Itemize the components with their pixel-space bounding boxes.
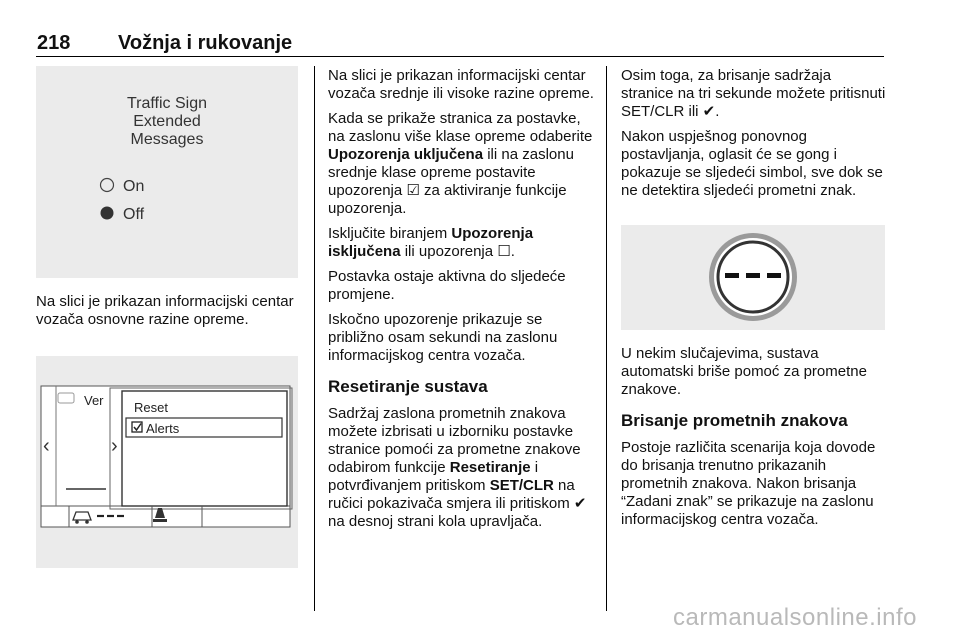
paragraph-delete-scenarios: Postoje različita scenarija koja dovode do brisanja trenutno prikazanih prometnih znakova. Nakon brisanja “Zadani znak” se prikazuje na zaslonu informacijskog centra vozača.: [621, 439, 876, 528]
text-run: i potvrđivanjem pritiskom: [328, 459, 539, 494]
fig1-title-line-3: Messages: [130, 131, 204, 148]
paragraph-auto-delete: U nekim slučajevima, sustava automatski briše pomoć za prometne znakove.: [621, 345, 867, 398]
term-warnings-on: Upozorenja uključena: [328, 146, 484, 163]
menu-item-reset: Reset: [134, 400, 168, 415]
heading-delete-signs: Brisanje prometnih znakova: [621, 411, 848, 430]
paragraph-disable-warnings: [328, 225, 596, 261]
menu-item-alerts: Alerts: [146, 421, 180, 436]
option-off-label: Off: [123, 206, 145, 223]
paragraph-settings-page: [328, 110, 596, 218]
fig1-title-line-1: Traffic Sign: [126, 95, 208, 112]
term-set-clr: SET/CLR: [489, 477, 554, 494]
paragraph-popup-warning: Iskočno upozorenje prikazuje se približno osam sekundi na zaslonu informacijskog centra vozača.: [328, 311, 558, 364]
column-1-text: [36, 293, 298, 336]
nav-right-icon: ›: [111, 435, 118, 457]
paragraph-reset-procedure: [328, 405, 596, 531]
fig1-title-line-2: Extended: [133, 113, 201, 130]
radio-on-icon: [101, 179, 114, 192]
text-run: Isključite biranjem: [328, 225, 452, 242]
term-warnings-off: Upozorenja isključena: [328, 225, 534, 260]
header-rule: [36, 56, 884, 57]
fig2-tab-label: Ver: [84, 393, 104, 408]
column-divider-1: [314, 66, 315, 611]
figure-traffic-sign-messages: [36, 66, 298, 278]
radio-off-icon: [101, 207, 114, 220]
option-on-label: On: [123, 178, 145, 195]
figure-blank-sign-symbol: [621, 225, 885, 330]
column-2-text: [328, 67, 596, 538]
blank-sign-symbol: [621, 225, 885, 330]
page-number: 218: [37, 32, 71, 54]
paragraph-set-clr-three-seconds: Osim toga, za brisanje sadržaja stranice na tri sekunde možete pritisnuti SET/CLR ili ✔.: [621, 67, 886, 120]
column-3-text: [621, 67, 887, 207]
paragraph-after-reset: Nakon uspješnog ponovnog postavljanja, oglasit će se gong i pokazuje se sljedeći simbol, sve dok se ne detektira sljedeći prometni znak.: [621, 128, 883, 199]
column-3-text-lower: [621, 345, 889, 536]
text-run: ili na zaslonu srednje klase opreme postavite upozorenja ☑ za aktiviranje funkcije upozorenja.: [328, 146, 574, 217]
heading-system-reset: Resetiranje sustava: [328, 377, 488, 396]
sign-dashes-icon: [725, 273, 781, 278]
cluster-menu-screen: [36, 356, 298, 568]
text-run: na ručici pokazivača smjera ili pritiskom ✔ na desnoj strani kola upravljača.: [328, 477, 587, 530]
column-divider-2: [606, 66, 607, 611]
watermark: carmanualsonline.info: [673, 604, 917, 631]
text-run: ili upozorenja ☐.: [400, 243, 515, 260]
nav-left-icon: ‹: [43, 435, 50, 457]
text-run: Kada se prikaže stranica za postavke, na zaslonu više klase opreme odaberite: [328, 110, 593, 145]
paragraph-midlevel-cluster: Na slici je prikazan informacijski centar vozača srednje ili visoke razine opreme.: [328, 67, 594, 102]
caption-basic-cluster: Na slici je prikazan informacijski centar vozača osnovne razine opreme.: [36, 293, 294, 328]
term-reset: Resetiranje: [449, 459, 531, 476]
text-run: Sadržaj zaslona prometnih znakova možete izbrisati u izborniku postavke stranice pomoći za prometne znakove odabirom funkcije: [328, 405, 581, 476]
figure-cluster-menu: [36, 356, 298, 568]
traffic-sign-messages-screen: [36, 66, 298, 278]
page-title: Vožnja i rukovanje: [118, 32, 293, 54]
paragraph-setting-persists: Postavka ostaje aktivna do sljedeće promjene.: [328, 268, 566, 303]
